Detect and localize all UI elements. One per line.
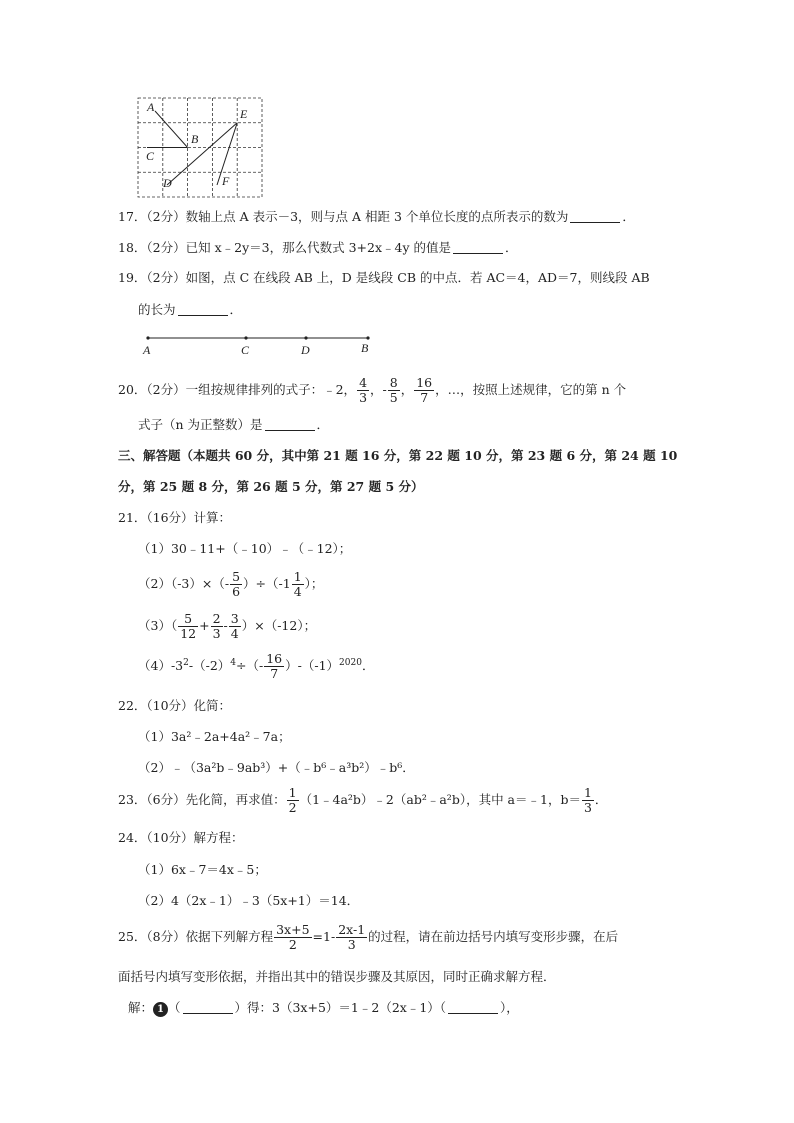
segment-label-c: C: [241, 343, 250, 357]
grid-figure: [137, 97, 265, 199]
question-19-line1: 19．（2分）如图，点 C 在线段 AB 上，D 是线段 CB 的中点．若 AC＝4，AD＝7，则线段 AB: [118, 270, 650, 285]
segment-label-a: A: [143, 343, 151, 357]
basis-blank[interactable]: [448, 1000, 498, 1014]
question-25-line1: 25．（8分）依据下列解方程 $\frac{3x+5}{2}$ =1- $\frac{2x-1}{3}$ 的过程，请在前边括号内填写变形步骤，在后: [118, 922, 619, 952]
segment-label-b: B: [361, 341, 369, 355]
step-blank[interactable]: [183, 1000, 233, 1014]
question-22-title: 22．（10分）化简：: [118, 698, 232, 713]
section-3-heading: 三、解答题（本题共 60 分，其中第 21 题 16 分，第 22 题 10 分，第 23 题 6 分，第 24 题 10: [118, 448, 678, 463]
grid-label-a: A: [147, 100, 155, 114]
question-24-title: 24．（10分）解方程：: [118, 830, 244, 845]
question-21-part3: （3）（ $\frac{5}{12}$ + $\frac{2}{3}$ - $\frac{3}{4}$ ）×（-12）；: [138, 611, 317, 641]
question-21-part2: （2）（-3）×（- $\frac{5}{6}$ ）÷（-1 $\frac{1}{4}$ ）；: [138, 569, 324, 599]
segment-ab: [155, 111, 188, 148]
segment-label-d: D: [301, 343, 310, 357]
question-24-part2: （2）4（2x﹣1）﹣3（5x+1）＝14．: [138, 893, 360, 908]
question-20-line2: 式子（n 为正整数）是 ．: [138, 417, 330, 432]
answer-blank[interactable]: [178, 302, 228, 316]
question-23: 23．（6分）先化简，再求值： $\frac{1}{2}$ （1﹣4a²b）﹣2（ab²﹣a²b），其中 a＝﹣1，b＝ $\frac{1}{3}$ ．: [118, 785, 608, 815]
question-21-title: 21．（16分）计算：: [118, 510, 232, 525]
grid-label-c: C: [146, 149, 155, 163]
grid-label-e: E: [240, 107, 248, 121]
question-22-part2: （2）﹣（3a²b﹣9ab³）+（﹣b⁶﹣a³b²）﹣b⁶．: [138, 760, 415, 775]
grid-label-b: B: [191, 132, 199, 146]
question-25-line2: 面括号内填写变形依据，并指出其中的错误步骤及其原因，同时正确求解方程．: [118, 969, 556, 984]
grid-label-d: D: [163, 176, 172, 190]
answer-blank[interactable]: [453, 240, 503, 254]
question-18: 18．（2分）已知 x﹣2y＝3，那么代数式 3+2x﹣4y 的值是 ．: [118, 240, 518, 255]
question-17: 17．（2分）数轴上点 A 表示－3，则与点 A 相距 3 个单位长度的点所表示的数为 ．: [118, 209, 635, 224]
question-21-part4: $(4)-3^2-(-2)^4\div(-$ $\frac{16}{7}$ ）$-(-1)^{2020}$．: [138, 651, 375, 681]
section-3-heading-cont: 分，第 25 题 8 分，第 26 题 5 分，第 27 题 5 分）: [118, 479, 424, 494]
question-19-line2: 的长为 ．: [138, 302, 243, 317]
question-24-part1: （1）6x﹣7＝4x﹣5；: [138, 862, 267, 877]
step-number-badge: 1: [153, 1002, 168, 1017]
question-22-part1: （1）3a²﹣2a+4a²﹣7a；: [138, 729, 291, 744]
question-25-line3: 解： 1 （ ）得：3（3x+5）＝1﹣2（2x﹣1）（ ），: [128, 1000, 519, 1015]
question-21-part1: （1）30﹣11+（﹣10）﹣（﹣12）；: [138, 541, 352, 556]
answer-blank[interactable]: [570, 209, 620, 223]
question-20-line1: 20．（2分）一组按规律排列的式子：﹣2， $\frac{4}{3}$ ，- $\frac{8}{5}$ ， $\frac{16}{7}$ ，…，按照上述规律，它的第 n 个: [118, 375, 627, 405]
grid-label-f: F: [222, 174, 230, 188]
answer-blank[interactable]: [265, 417, 315, 431]
segment-figure: [140, 330, 380, 358]
